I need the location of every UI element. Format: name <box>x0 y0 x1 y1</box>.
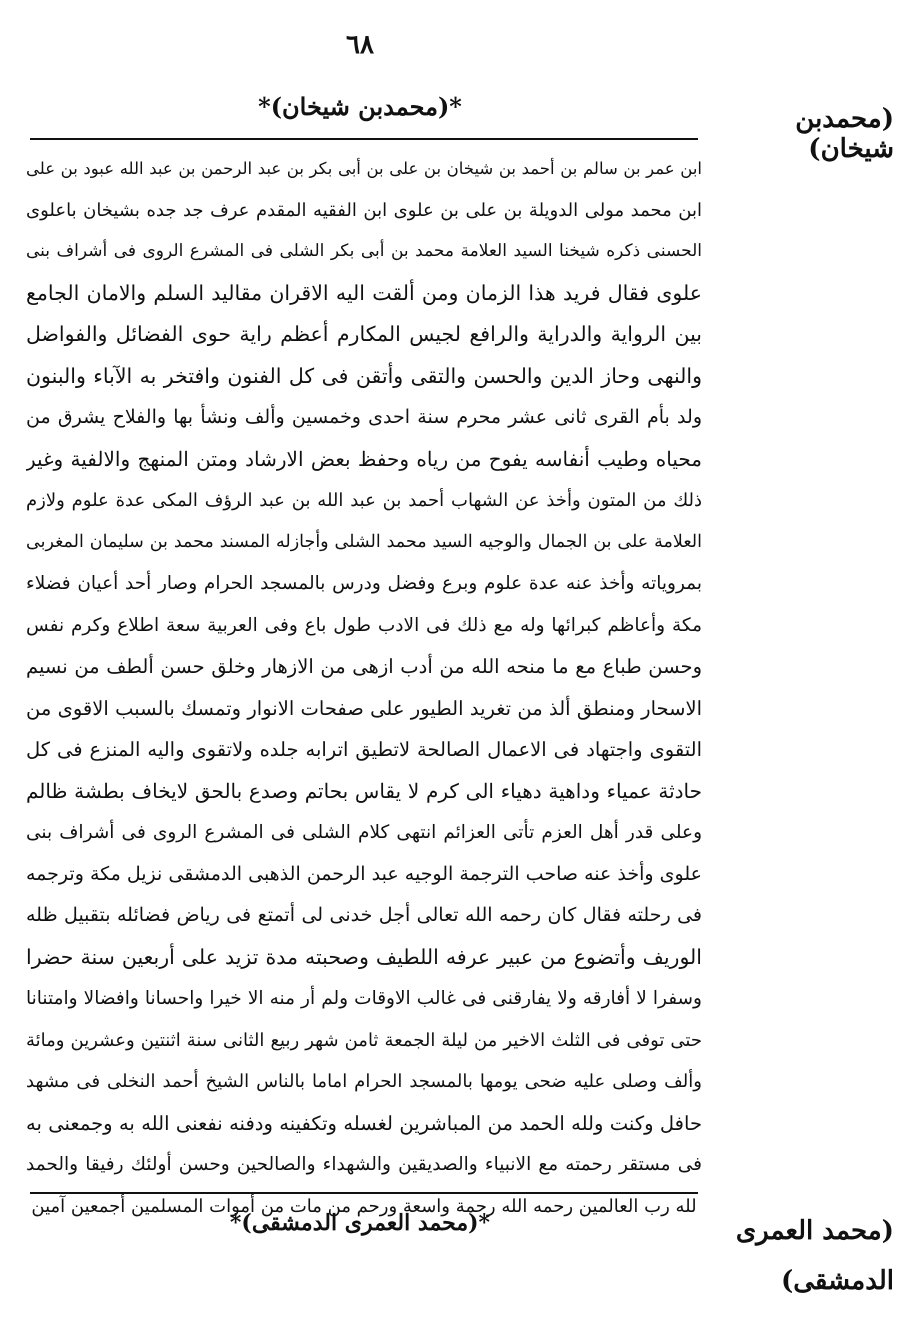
bottom-rule <box>30 1192 698 1194</box>
text-line: الاسحار ومنطق ألذ من تغريد الطيور على صفحات الانوار وتمسك بالسبب الاقوى من <box>26 696 702 720</box>
text-line: التقوى واجتهاد فى الاعمال الصالحة لاتطيق اترابه جلده ولاتقوى واليه المنزع فى كل <box>26 738 702 761</box>
text-line: محياه وطيب أنفاسه يفوح من رياه وحفظ بعض الارشاد ومتن المنهج والالفية وغير <box>26 446 702 471</box>
text-line: والنهى وحاز الدين والحسن والتقى وأتقن فى كل الفنون وافتخر به الآباء والبنون <box>26 363 702 388</box>
text-line: لله رب العالمين رحمه الله رحمة واسعة ورحم من مات من أموات المسلمين أجمعين آمين <box>31 1195 697 1217</box>
text-line: ابن محمد مولى الدويلة بن على بن علوى ابن الفقيه المقدم عرف جد جده بشيخان باعلوى <box>26 199 702 221</box>
text-line: الحسنى ذكره شيخنا السيد العلامة محمد بن أبى بكر الشلى فى المشرع الروى فى أشراف بنى <box>26 241 702 261</box>
text-line: علوى فقال فريد هذا الزمان ومن ألقت اليه الاقران مقاليد السلم والامان الجامع <box>26 280 702 305</box>
text-line: وألف وصلى عليه ضحى يومها بالمسجد الحرام اماما بالناس الشيخ أحمد النخلى فى مشهد <box>26 1071 702 1092</box>
text-line: وحسن طباع مع ما منحه الله من أدب ازهى من الازهار وخلق حسن ألطف من نسيم <box>26 655 702 678</box>
body-text <box>26 148 702 1217</box>
text-line: حادثة عمياء وداهية دهياء الى كرم لا يقاس بحاتم وصدع بالحق لايخاف بطشة ظالم <box>26 778 702 803</box>
section-title: *(محمدبن شيخان)* <box>258 92 462 121</box>
margin-title-top: (محمدبن شيخان) <box>795 104 894 164</box>
text-line: فى مستقر رحمته مع الانبياء والصديقين والشهداء والصالحين وحسن أولئك رفيقا والحمد <box>26 1154 702 1175</box>
text-line: حافل وكنت ولله الحمد من المباشرين لغسله وتكفينه ودفنه نفعنى الله به وجمعنى به <box>26 1111 702 1135</box>
next-section-title: *(محمد العمرى الدمشقى)* <box>229 1210 491 1236</box>
margin-title-bottom-line2: الدمشقى) <box>780 1266 894 1296</box>
text-line: ذلك من المتون وأخذ عن الشهاب أحمد بن عبد الله بن عبد الرؤف المكى عدة علوم ولازم <box>26 490 702 511</box>
text-line: وعلى قدر أهل العزم تأتى العزائم انتهى كلام الشلى فى المشرع الروى فى أشراف بنى <box>26 822 702 843</box>
text-line: العلامة على بن الجمال والوجيه السيد محمد الشلى وأجازله المسند محمد بن سليمان المغربى <box>26 531 702 552</box>
text-line: ابن عمر بن سالم بن أحمد بن شيخان بن على بن أبى بكر بن عبد الرحمن بن عبد الله عبود بن على <box>26 159 702 178</box>
text-line: مكة وأعاظم كبرائها وله مع ذلك فى الادب طول باع وفى العربية سعة اطلاع وكرم نفس <box>26 614 702 636</box>
text-line: علوى وأخذ عنه صاحب الترجمة الوجيه عبد الرحمن الذهبى الدمشقى نزيل مكة وترجمه <box>26 862 702 885</box>
text-line: ولد بأم القرى ثانى عشر محرم سنة احدى وخمسين وألف ونشأ بها والفلاح يشرق من <box>26 406 702 428</box>
page-number: ٦٨ <box>346 30 374 60</box>
text-line: حتى توفى فى الثلث الاخير من ليلة الجمعة ثامن شهر ربيع الثانى سنة اثنتين وعشرين ومائة <box>26 1029 702 1051</box>
margin-title-bottom <box>704 1206 894 1306</box>
text-line: الوريف وأتضوع من عبير عرفه اللطيف وصحبته مدة تزيد على أربعين سنة حضرا <box>26 944 702 969</box>
text-line: فى رحلته فقال كان رحمه الله تعالى أجل خدنى لى أتمتع فى رياض فضائله بتقبيل ظله <box>26 904 702 926</box>
text-line: بمروياته وأخذ عنه عدة علوم وبرع وفضل ودرس بالمسجد الحرام وصار أحد أعيان فضلاء <box>26 573 702 594</box>
top-rule <box>30 138 698 140</box>
text-line: بين الرواية والدراية والرافع لجيس المكارم أعظم راية حوى الفضائل والفواضل <box>26 322 702 346</box>
margin-title-bottom-line1: (محمد العمرى <box>735 1216 894 1246</box>
text-line: وسفرا لا أفارقه ولا يفارقنى فى غالب الاوقات ولم أر منه الا خيرا واحسانا وافضالا وامتنانا <box>26 988 702 1009</box>
